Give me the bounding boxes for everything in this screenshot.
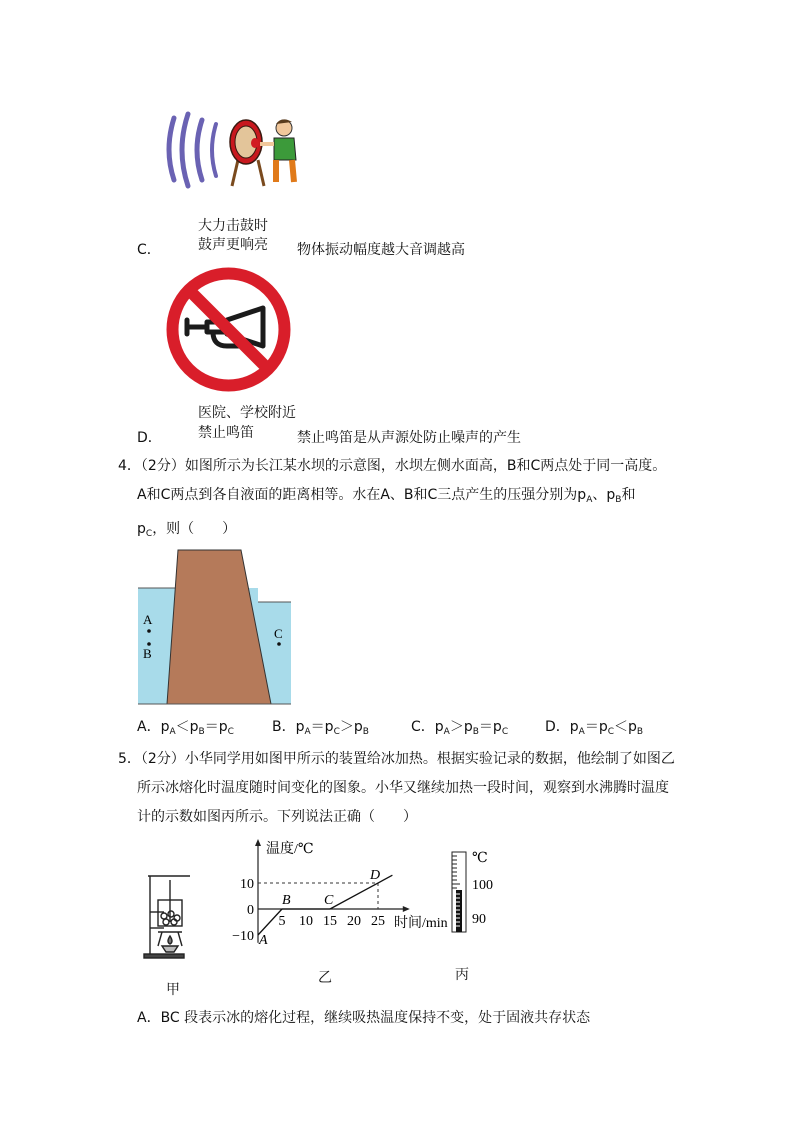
question-4-line2: A和C两点到各自液面的距离相等。水在A、B和C三点产生的压强分别为p bbox=[137, 487, 587, 503]
option-c-letter: C． bbox=[137, 242, 161, 258]
segment-cd bbox=[330, 875, 392, 909]
question-4-option-b[interactable]: B．$p_A=p_C>p_B$ bbox=[272, 719, 369, 737]
right-air bbox=[258, 588, 291, 602]
x-tick-label: 10 bbox=[299, 914, 313, 929]
y-axis-arrow bbox=[255, 839, 261, 846]
thermometer-unit: ℃ bbox=[472, 851, 488, 866]
option-d-letter: D． bbox=[137, 430, 162, 446]
y-tick-label: −10 bbox=[232, 929, 254, 944]
question-4-line2-sub1: A bbox=[586, 495, 593, 505]
point-a-label: A bbox=[143, 612, 153, 627]
figure-jia-label: 甲 bbox=[166, 982, 180, 998]
drum-illustration bbox=[160, 110, 305, 190]
point-c-label: C bbox=[324, 893, 334, 908]
x-axis-label: 时间/min bbox=[394, 916, 448, 931]
x-tick-label: 20 bbox=[347, 914, 361, 929]
point-c-label: C bbox=[274, 626, 283, 641]
point-a-label: A bbox=[259, 933, 268, 948]
figure-yi-label: 乙 bbox=[318, 970, 332, 986]
point-b-label: B bbox=[282, 893, 291, 908]
question-4-line3-end: ，则（ ） bbox=[152, 521, 237, 537]
figure-bing-label: 丙 bbox=[455, 967, 469, 983]
question-5-line3: 计的示数如图丙所示。下列说法正确（ ） bbox=[137, 809, 417, 825]
temperature-time-chart bbox=[220, 836, 448, 952]
question-4-number: 4． bbox=[118, 458, 141, 474]
x-axis-arrow bbox=[403, 906, 410, 912]
option-c-caption-line1: 大力击鼓时 bbox=[198, 218, 268, 234]
question-5-option-a[interactable]: A．BC 段表示冰的熔化过程，继续吸热温度保持不变，处于固液共存状态 bbox=[137, 1010, 591, 1026]
question-4-option-c[interactable]: C．$p_A>p_B=p_C$ bbox=[411, 719, 509, 737]
x-tick-label: 15 bbox=[323, 914, 337, 929]
question-4-line2-mid: 、p bbox=[592, 487, 616, 503]
point-b-label: B bbox=[143, 646, 152, 661]
question-5-score: （2分） bbox=[140, 751, 185, 767]
question-5-line1: 小华同学用如图甲所示的装置给冰加热。根据实验记录的数据，他绘制了如图乙 bbox=[184, 751, 675, 767]
question-5-number: 5． bbox=[118, 751, 141, 767]
question-4-option-a[interactable]: A．$p_A<p_B=p_C$ bbox=[137, 719, 234, 737]
point-c-dot bbox=[277, 642, 281, 646]
y-tick-label: 10 bbox=[240, 877, 254, 892]
no-horn-sign-icon bbox=[165, 266, 292, 393]
question-5-stem bbox=[118, 745, 688, 832]
option-c-statement: 物体振动幅度越大音调越高 bbox=[297, 242, 465, 258]
option-d-caption-line1: 医院、学校附近 bbox=[198, 405, 296, 421]
question-4-line1: 如图所示为长江某水坝的示意图，水坝左侧水面高，B和C两点处于同一高度。 bbox=[184, 458, 667, 474]
question-5-line2: 所示冰熔化时温度随时间变化的图象。小华又继续加热一段时间，观察到水沸腾时温度 bbox=[137, 780, 669, 796]
y-tick-label: 0 bbox=[247, 903, 254, 918]
option-c-caption-line2: 鼓声更响亮 bbox=[198, 237, 268, 253]
question-4-score: （2分） bbox=[140, 458, 185, 474]
option-d-statement: 禁止鸣笛是从声源处防止噪声的产生 bbox=[297, 430, 521, 446]
heating-apparatus-diagram bbox=[140, 872, 202, 960]
thermometer-diagram bbox=[448, 846, 504, 934]
question-4-options bbox=[0, 717, 794, 737]
question-4-stem bbox=[118, 452, 678, 549]
thermometer-label-90: 90 bbox=[472, 912, 486, 927]
thermometer-label-100: 100 bbox=[472, 878, 493, 893]
question-4-line2-sub2: B bbox=[615, 495, 622, 505]
question-4-line3-p: p bbox=[137, 521, 146, 537]
dam-diagram bbox=[138, 548, 291, 704]
question-4-line3-sub: C bbox=[145, 529, 153, 539]
question-4-option-d[interactable]: D．$p_A=p_C<p_B$ bbox=[545, 719, 644, 737]
x-tick-label: 25 bbox=[371, 914, 385, 929]
option-d-caption-line2: 禁止鸣笛 bbox=[198, 425, 254, 441]
x-tick-label: 5 bbox=[278, 914, 286, 929]
point-d-label: D bbox=[370, 868, 381, 883]
y-axis-label: 温度/℃ bbox=[266, 842, 314, 857]
dam-body bbox=[167, 550, 271, 704]
point-a-dot bbox=[147, 629, 151, 633]
question-4-line2-end: 和 bbox=[621, 487, 636, 503]
